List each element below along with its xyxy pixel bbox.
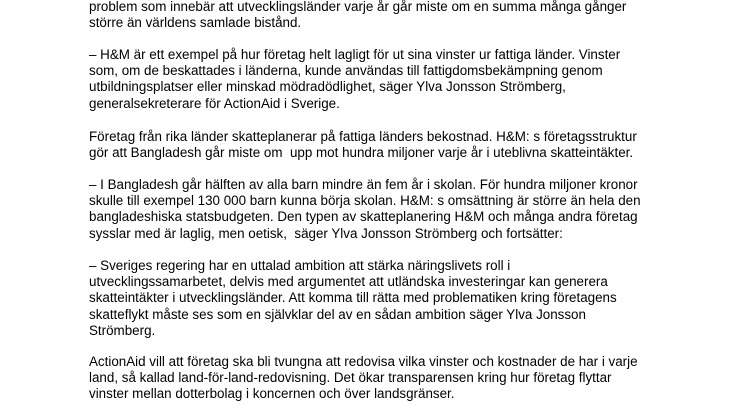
text-line: utbildningsplatser eller minskad mödradödlighet, säger Ylva Jonsson Strömberg,	[89, 79, 566, 95]
paragraph-intro-continuation	[89, 0, 626, 31]
paragraph-actionaid-demand	[89, 354, 638, 403]
text-line: bangladeshiska statsbudgeten. Den typen av skatteplanering H&M och många andra företag	[89, 209, 638, 225]
text-line: – Sveriges regering har en uttalad ambition att stärka näringslivets roll i	[89, 258, 511, 273]
text-line: skatteflykt måste ses som en självklar del av en sådan ambition säger Ylva Jonsson	[89, 306, 586, 322]
text-line: – I Bangladesh går hälften av alla barn mindre än fem år i skolan. För hundra miljoner kronor	[89, 177, 638, 192]
text-line: sysslar med är laglig, men oetisk, säger Ylva Jonsson Strömberg och fortsätter:	[89, 225, 563, 241]
paragraph-quote-swedish-government	[89, 258, 617, 339]
text-line: större än världens samlade bistånd.	[89, 15, 302, 31]
paragraph-tax-planning	[89, 129, 637, 161]
text-line: generalsekreterare för ActionAid i Sverige.	[89, 95, 340, 111]
text-line: som, om de beskattades i länderna, kunde användas till fattigdomsbekämpning genom	[89, 63, 603, 79]
text-line: Företag från rika länder skatteplanerar på fattiga länders bekostnad. H&M: s företagsstruktur	[89, 129, 637, 144]
paragraph-quote-hm-example	[89, 47, 620, 112]
text-line: land, så kallad land-för-land-redovisning. Det ökar transparensen kring hur företag flyttar	[89, 370, 612, 386]
text-line: skulle till exempel 130 000 barn kunna börja skolan. H&M: s omsättning är större än hela den	[89, 193, 641, 209]
text-line: Strömberg.	[89, 322, 156, 338]
text-line: problem som innebär att utvecklingsländer varje år går miste om en summa många gånger	[89, 0, 627, 14]
text-line: vinster mellan dotterbolag i koncernen och över landsgränser.	[89, 386, 455, 402]
text-line: gör att Bangladesh går miste om upp mot hundra miljoner varje år i uteblivna skatteintäkter.	[89, 145, 634, 161]
text-line: utvecklingssamarbetet, delvis med argumentet att utländska investeringar kan generera	[89, 274, 608, 290]
text-line: skatteintäkter i utvecklingsländer. Att komma till rätta med problematiken kring företagens	[89, 290, 617, 306]
text-line: ActionAid vill att företag ska bli tvungna att redovisa vilka vinster och kostnader de har i varje	[89, 354, 638, 369]
text-line: – H&M är ett exempel på hur företag helt lagligt för ut sina vinster ur fattiga länder. Vinster	[89, 47, 621, 62]
paragraph-quote-bangladesh	[89, 177, 641, 242]
